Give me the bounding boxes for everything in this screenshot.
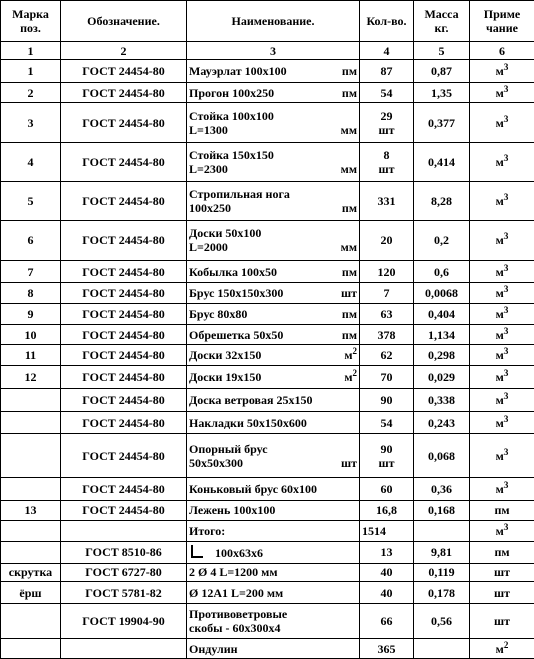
table-row — [1, 521, 534, 542]
table-row — [1, 324, 534, 345]
name-cell — [187, 304, 360, 325]
mass-cell — [414, 639, 470, 659]
table-row — [1, 304, 534, 325]
note-cell — [470, 388, 534, 411]
note-cell — [470, 639, 534, 659]
table-row — [1, 283, 534, 304]
note-cell — [470, 142, 534, 181]
unit-label: пм — [341, 327, 357, 342]
qty-cell: 66 — [360, 604, 414, 639]
note-cell — [470, 260, 534, 283]
note-cell — [470, 582, 534, 604]
unit-label: шт — [493, 585, 511, 600]
mass-cell: 0,168 — [414, 500, 470, 521]
name-line: Доски 19х150 $м^2$ — [189, 368, 357, 385]
name-cell — [187, 283, 360, 304]
unit-label: $м^3$ — [495, 413, 509, 430]
name-line: Стойка 150х150 — [189, 147, 274, 162]
unit-label: пм — [341, 306, 357, 321]
mass-cell: 0,0068 — [414, 283, 470, 304]
mark-cell: 2 — [1, 82, 61, 103]
qty-cell: 8 шт — [360, 142, 414, 181]
note-cell — [470, 563, 534, 582]
unit-label: шт — [340, 286, 357, 301]
name-cell: 2 Ø 4 L=1200 мм — [187, 563, 360, 582]
qty-cell: 70 — [360, 366, 414, 389]
unit-label: шт — [493, 565, 511, 580]
mass-cell: 0,298 — [414, 345, 470, 366]
qty-cell: 40 — [360, 582, 414, 604]
specification-body — [1, 1, 534, 659]
note-cell — [470, 604, 534, 639]
name-line: Доски 32х150 $м^2$ — [189, 346, 357, 363]
designation-cell — [61, 639, 187, 659]
designation-cell: ГОСТ 24454-80 — [61, 388, 187, 411]
table-row — [1, 221, 534, 260]
col-number: 4 — [360, 42, 414, 60]
qty-cell: 90 шт — [360, 434, 414, 477]
name-cell — [187, 434, 360, 477]
name-cell — [187, 260, 360, 283]
mark-cell: 10 — [1, 324, 61, 345]
note-cell — [470, 82, 534, 103]
col-number: 2 — [61, 42, 187, 60]
mass-cell: 0,414 — [414, 142, 470, 181]
designation-cell: ГОСТ 24454-80 — [61, 366, 187, 389]
designation-cell: ГОСТ 8510-86 — [61, 541, 187, 563]
unit-label: шт — [340, 455, 357, 470]
table-row — [1, 434, 534, 477]
qty-cell: 62 — [360, 345, 414, 366]
mass-cell: 8,28 — [414, 182, 470, 221]
col-number: 5 — [414, 42, 470, 60]
unit-label: $м^3$ — [495, 152, 509, 169]
unit-label: $м^3$ — [495, 83, 509, 100]
unit-label: пм — [494, 503, 510, 518]
col-number: 6 — [470, 42, 534, 60]
mark-cell: скрутка — [1, 563, 61, 582]
header-row — [1, 1, 534, 42]
mark-cell: 1 — [1, 59, 61, 82]
name-cell — [187, 221, 360, 260]
column-number-row — [1, 42, 534, 60]
name-line: Противоветровые — [189, 607, 288, 622]
name-cell: Коньковый брус 60х100 — [187, 477, 360, 500]
mark-cell — [1, 521, 61, 542]
name-cell — [187, 182, 360, 221]
name-line: 50х50х300 шт — [189, 455, 357, 470]
qty-cell: 365 — [360, 639, 414, 659]
mass-cell: 1,134 — [414, 324, 470, 345]
table-row — [1, 260, 534, 283]
note-cell — [470, 283, 534, 304]
mass-cell: 0,377 — [414, 103, 470, 142]
unit-label: $м^2$ — [344, 346, 357, 363]
unit-label: $м^3$ — [495, 231, 509, 248]
unit-label: $м^3$ — [495, 304, 509, 321]
header-mass: Масса кг. — [414, 1, 470, 42]
name-cell: Итого: — [187, 521, 360, 542]
table-row — [1, 182, 534, 221]
name-line: Кобылка 100х50 пм — [189, 264, 357, 279]
mark-cell — [1, 434, 61, 477]
mark-cell: 11 — [1, 345, 61, 366]
unit-label: пм — [341, 63, 357, 78]
note-cell — [470, 500, 534, 521]
unit-label: $м^3$ — [495, 262, 509, 279]
unit-label: пм — [341, 264, 357, 279]
note-cell — [470, 304, 534, 325]
mass-cell: 0,338 — [414, 388, 470, 411]
table-row — [1, 604, 534, 639]
note-cell — [470, 324, 534, 345]
note-cell — [470, 182, 534, 221]
qty-cell: 40 — [360, 563, 414, 582]
name-line: Обрешетка 50х50 пм — [189, 327, 357, 342]
qty-cell: 29 шт — [360, 103, 414, 142]
designation-cell: ГОСТ 24454-80 — [61, 411, 187, 434]
name-with-icon: 100х63х6 — [189, 546, 263, 560]
unit-label: $м^3$ — [495, 479, 509, 496]
note-cell — [470, 521, 534, 542]
mark-cell: 12 — [1, 366, 61, 389]
name-line: Опорный брус — [189, 441, 268, 456]
mark-cell: 7 — [1, 260, 61, 283]
mark-cell — [1, 411, 61, 434]
name-line: скобы - 60х300х4 — [189, 621, 281, 636]
note-cell — [470, 541, 534, 563]
name-cell — [187, 604, 360, 639]
table-row — [1, 563, 534, 582]
table-row — [1, 500, 534, 521]
header-designation: Обозначение. — [61, 1, 187, 42]
name-cell — [187, 103, 360, 142]
mark-cell — [1, 604, 61, 639]
name-line: Брус 80х80 пм — [189, 306, 357, 321]
qty-cell: 54 — [360, 82, 414, 103]
mark-cell: 8 — [1, 283, 61, 304]
mass-cell: 9,81 — [414, 541, 470, 563]
mark-cell: 9 — [1, 304, 61, 325]
col-number: 1 — [1, 42, 61, 60]
qty-cell: 60 — [360, 477, 414, 500]
qty-cell: 1514 — [360, 521, 414, 542]
mass-cell: 0,6 — [414, 260, 470, 283]
unit-label: пм — [341, 201, 357, 216]
mass-cell: 0,404 — [414, 304, 470, 325]
table-row — [1, 411, 534, 434]
table-row — [1, 59, 534, 82]
name-line: Стойка 100х100 — [189, 108, 274, 123]
mark-cell: 3 — [1, 103, 61, 142]
designation-cell: ГОСТ 24454-80 — [61, 260, 187, 283]
name-cell — [187, 324, 360, 345]
header-name: Наименование. — [187, 1, 360, 42]
mark-cell: 5 — [1, 182, 61, 221]
mark-cell — [1, 639, 61, 659]
name-line: Стропильная нога — [189, 187, 290, 202]
table-row — [1, 142, 534, 181]
name-cell — [187, 82, 360, 103]
note-cell — [470, 411, 534, 434]
qty-cell: 16,8 — [360, 500, 414, 521]
unit-label: $м^3$ — [495, 192, 509, 209]
designation-cell: ГОСТ 5781-82 — [61, 582, 187, 604]
name-line: Мауэрлат 100х100 пм — [189, 63, 357, 78]
mass-cell: 0,2 — [414, 221, 470, 260]
unit-label: $м^3$ — [495, 113, 509, 130]
table-row — [1, 82, 534, 103]
unit-label: $м^3$ — [495, 284, 509, 301]
unit-label: $м^2$ — [344, 368, 357, 385]
designation-cell: ГОСТ 24454-80 — [61, 500, 187, 521]
designation-cell: ГОСТ 24454-80 — [61, 324, 187, 345]
col-number: 3 — [187, 42, 360, 60]
name-line: L=1300 мм — [189, 122, 357, 137]
name-cell — [187, 142, 360, 181]
unit-label: шт — [493, 614, 511, 629]
unit-label: мм — [340, 122, 357, 137]
mass-cell: 0,068 — [414, 434, 470, 477]
designation-cell: ГОСТ 24454-80 — [61, 142, 187, 181]
qty-cell: 87 — [360, 59, 414, 82]
table-row — [1, 103, 534, 142]
mass-cell: 0,119 — [414, 563, 470, 582]
mass-cell: 0,56 — [414, 604, 470, 639]
mass-cell: 0,36 — [414, 477, 470, 500]
designation-cell: ГОСТ 24454-80 — [61, 182, 187, 221]
table-row — [1, 477, 534, 500]
designation-cell: ГОСТ 24454-80 — [61, 345, 187, 366]
name-line: L=2000 мм — [189, 240, 357, 255]
note-cell — [470, 477, 534, 500]
name-cell — [187, 541, 360, 563]
unit-label: $м^3$ — [495, 346, 509, 363]
designation-cell — [61, 521, 187, 542]
unit-label: $м^3$ — [495, 446, 509, 463]
table-row — [1, 639, 534, 659]
mark-cell — [1, 477, 61, 500]
designation-cell: ГОСТ 24454-80 — [61, 82, 187, 103]
note-cell — [470, 59, 534, 82]
name-line: Доски 50х100 — [189, 226, 262, 241]
qty-cell: 54 — [360, 411, 414, 434]
unit-label: $м^3$ — [495, 61, 509, 78]
name-cell: Лежень 100х100 — [187, 500, 360, 521]
mark-cell — [1, 541, 61, 563]
note-cell — [470, 103, 534, 142]
name-cell: Ондулин — [187, 639, 360, 659]
header-qty: Кол-во. — [360, 1, 414, 42]
name-cell — [187, 345, 360, 366]
note-cell — [470, 221, 534, 260]
note-cell — [470, 434, 534, 477]
unit-label: $м^3$ — [495, 325, 509, 342]
unit-label: мм — [340, 240, 357, 255]
table-row — [1, 541, 534, 563]
qty-cell: 13 — [360, 541, 414, 563]
mass-cell — [414, 521, 470, 542]
table-row — [1, 582, 534, 604]
angle-steel-icon — [191, 545, 203, 558]
name-line: Брус 150х150х300 шт — [189, 286, 357, 301]
mass-cell: 0,029 — [414, 366, 470, 389]
mass-cell: 0,87 — [414, 59, 470, 82]
designation-cell: ГОСТ 24454-80 — [61, 103, 187, 142]
name-line: Прогон 100х250 пм — [189, 85, 357, 100]
mark-cell: 6 — [1, 221, 61, 260]
qty-cell: 63 — [360, 304, 414, 325]
qty-cell: 90 — [360, 388, 414, 411]
designation-cell: ГОСТ 24454-80 — [61, 477, 187, 500]
designation-cell: ГОСТ 24454-80 — [61, 283, 187, 304]
qty-cell: 378 — [360, 324, 414, 345]
name-cell — [187, 59, 360, 82]
unit-label: $м^3$ — [495, 368, 509, 385]
mass-cell: 1,35 — [414, 82, 470, 103]
name-cell: Ø 12А1 L=200 мм — [187, 582, 360, 604]
unit-label: мм — [340, 161, 357, 176]
designation-cell: ГОСТ 24454-80 — [61, 59, 187, 82]
header-note: Приме чание — [470, 1, 534, 42]
mark-cell: 4 — [1, 142, 61, 181]
header-mark: Марка поз. — [1, 1, 61, 42]
name-cell — [187, 366, 360, 389]
designation-cell: ГОСТ 6727-80 — [61, 563, 187, 582]
table-row — [1, 345, 534, 366]
table-row — [1, 366, 534, 389]
name-line: 100х250 пм — [189, 201, 357, 216]
designation-cell: ГОСТ 24454-80 — [61, 434, 187, 477]
table-row — [1, 388, 534, 411]
name-cell: Накладки 50х150х600 — [187, 411, 360, 434]
designation-cell: ГОСТ 24454-80 — [61, 304, 187, 325]
unit-label: пм — [494, 545, 510, 560]
unit-label: $м^3$ — [495, 522, 509, 539]
mass-cell: 0,243 — [414, 411, 470, 434]
unit-label: $м^3$ — [495, 390, 509, 407]
designation-cell: ГОСТ 24454-80 — [61, 221, 187, 260]
mark-cell: ёрш — [1, 582, 61, 604]
unit-label: $м^2$ — [495, 639, 509, 656]
mass-cell: 0,178 — [414, 582, 470, 604]
qty-cell: 7 — [360, 283, 414, 304]
qty-cell: 331 — [360, 182, 414, 221]
qty-cell: 20 — [360, 221, 414, 260]
name-line: L=2300 мм — [189, 161, 357, 176]
name-cell: Доска ветровая 25х150 — [187, 388, 360, 411]
note-cell — [470, 366, 534, 389]
mark-cell: 13 — [1, 500, 61, 521]
note-cell — [470, 345, 534, 366]
designation-cell: ГОСТ 19904-90 — [61, 604, 187, 639]
unit-label: пм — [341, 85, 357, 100]
mark-cell — [1, 388, 61, 411]
qty-cell: 120 — [360, 260, 414, 283]
